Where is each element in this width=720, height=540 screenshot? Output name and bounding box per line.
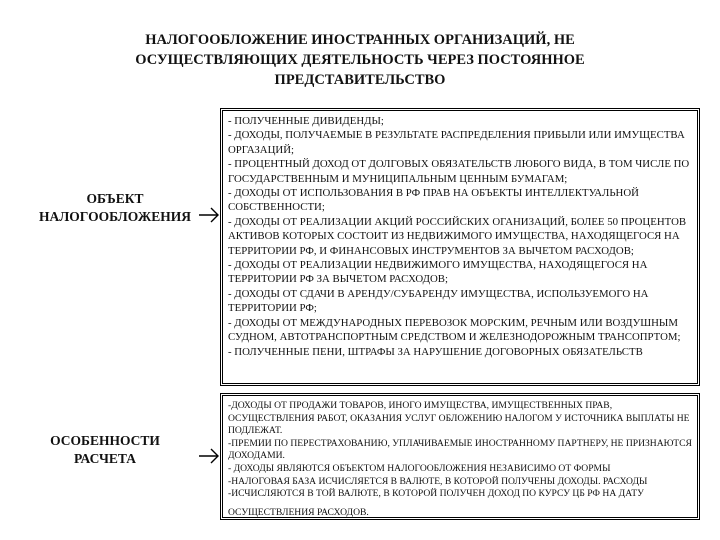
page-title — [40, 30, 680, 90]
arrow-right-icon — [198, 205, 220, 225]
object-item: - ПРОЦЕНТНЫЙ ДОХОД ОТ ДОЛГОВЫХ ОБЯЗАТЕЛЬСТВ ЛЮБОГО ВИДА, В ТОМ ЧИСЛЕ ПО ГОСУДАРСТВЕННЫМ И МУНИЦИПАЛЬНЫМ ЦЕННЫМ БУМАГАМ; — [228, 158, 690, 185]
object-item: - ДОХОДЫ, ПОЛУЧАЕМЫЕ В РЕЗУЛЬТАТЕ РАСПРЕДЕЛЕНИЯ ПРИБЫЛИ ИЛИ ИМУЩЕСТВА ОРГАЗАЦИЙ; — [228, 129, 685, 156]
object-item: - ДОХОДЫ ОТ РЕАЛИЗАЦИИ АКЦИЙ РОССИЙСКИХ ОГАНИЗАЦИЙ, БОЛЕЕ 50 ПРОЦЕНТОВ АКТИВОВ КОТОРЫХ СОСТОИТ ИЗ НЕДВИЖИМОГО ИМУЩЕСТВА, НАХОДЯЩЕГОСЯ НА ТЕРРИТОРИИ РФ, И ФИНАНСОВЫХ ИНСТРУМЕНТОВ ЗА ВЫЧЕТОМ РАСХОДОВ; — [228, 215, 687, 257]
object-label-line-2: НАЛОГООБЛОЖЕНИЯ — [39, 209, 191, 224]
object-item: - ДОХОДЫ ОТ СДАЧИ В АРЕНДУ/СУБАРЕНДУ ИМУЩЕСТВА, ИСПОЛЬЗУЕМОГО НА ТЕРРИТОРИИ РФ; — [228, 287, 649, 315]
arrow-right-icon — [198, 446, 220, 466]
title-line-3: ПРЕДСТАВИТЕЛЬСТВО — [274, 72, 446, 88]
calc-item: - ДОХОДЫ ЯВЛЯЮТСЯ ОБЪЕКТОМ НАЛОГООБЛОЖЕНИЯ НЕЗАВИСИМО ОТ ФОРМЫ — [228, 462, 611, 474]
calc-item: -ДОХОДЫ ОТ ПРОДАЖИ ТОВАРОВ, ИНОГО ИМУЩЕСТВА, ИМУЩЕСТВЕННЫХ ПРАВ, ОСУЩЕСТВЛЕНИЯ РАБОТ, ОКАЗАНИЯ УСЛУГ ОБЛОЖЕНИЮ НАЛОГОМ У ИСТОЧНИКА ВЫПЛАТЫ НЕ ПОДЛЕЖАТ. — [228, 400, 690, 437]
calc-label-line-2: РАСЧЕТА — [73, 451, 136, 466]
object-item: - ДОХОДЫ ОТ РЕАЛИЗАЦИИ НЕДВИЖИМОГО ИМУЩЕСТВА, НАХОДЯЩЕГОСЯ НА ТЕРРИТОРИИ РФ ЗА ВЫЧЕТОМ РАСХОДОВ; — [228, 259, 648, 286]
title-line-1: НАЛОГООБЛОЖЕНИЕ ИНОСТРАННЫХ ОРГАНИЗАЦИЙ, НЕ — [145, 32, 575, 48]
object-of-taxation-label — [30, 190, 200, 226]
calc-item: -ИСЧИСЛЯЮТСЯ В ТОЙ ВАЛЮТЕ, В КОТОРОЙ ПОЛУЧЕН ДОХОД ПО КУРСУ ЦБ РФ НА ДАТУ — [228, 488, 644, 500]
calc-item: ОСУЩЕСТВЛЕНИЯ РАСХОДОВ. — [228, 506, 369, 518]
calc-label-line-1: ОСОБЕННОСТИ — [50, 433, 160, 448]
object-label-line-1: ОБЪЕКТ — [86, 191, 144, 206]
object-item: - ДОХОДЫ ОТ ИСПОЛЬЗОВАНИЯ В РФ ПРАВ НА ОБЪЕКТЫ ИНТЕЛЛЕКТУАЛЬНОЙ СОБСТВЕННОСТИ; — [228, 187, 639, 214]
title-line-2: ОСУЩЕСТВЛЯЮЩИХ ДЕЯТЕЛЬНОСТЬ ЧЕРЕЗ ПОСТОЯННОЕ — [135, 52, 585, 68]
object-item: - ПОЛУЧЕННЫЕ ДИВИДЕНДЫ; — [228, 115, 384, 127]
object-item: - ДОХОДЫ ОТ МЕЖДУНАРОДНЫХ ПЕРЕВОЗОК МОРСКИМ, РЕЧНЫМ ИЛИ ВОЗДУШНЫМ СУДНОМ, АВТОТРАНСПОРТНЫМ СРЕДСТВОМ И ЖЕЛЕЗНОДОРОЖНЫМ ТРАНСОПРТОМ; — [228, 316, 681, 344]
calculation-features-label — [15, 432, 195, 468]
calculation-features-box — [220, 393, 700, 520]
object-of-taxation-box — [220, 108, 700, 386]
calc-item: -НАЛОГОВАЯ БАЗА ИСЧИСЛЯЕТСЯ В ВАЛЮТЕ, В КОТОРОЙ ПОЛУЧЕНЫ ДОХОДЫ. РАСХОДЫ — [228, 475, 648, 487]
calc-item: -ПРЕМИИ ПО ПЕРЕСТРАХОВАНИЮ, УПЛАЧИВАЕМЫЕ ИНОСТРАННОМУ ПАРТНЕРУ, НЕ ПРИЗНАЮТСЯ ДОХОДАМИ. — [228, 437, 692, 462]
object-item: - ПОЛУЧЕННЫЕ ПЕНИ, ШТРАФЫ ЗА НАРУШЕНИЕ ДОГОВОРНЫХ ОБЯЗАТЕЛЬСТВ — [228, 345, 643, 358]
